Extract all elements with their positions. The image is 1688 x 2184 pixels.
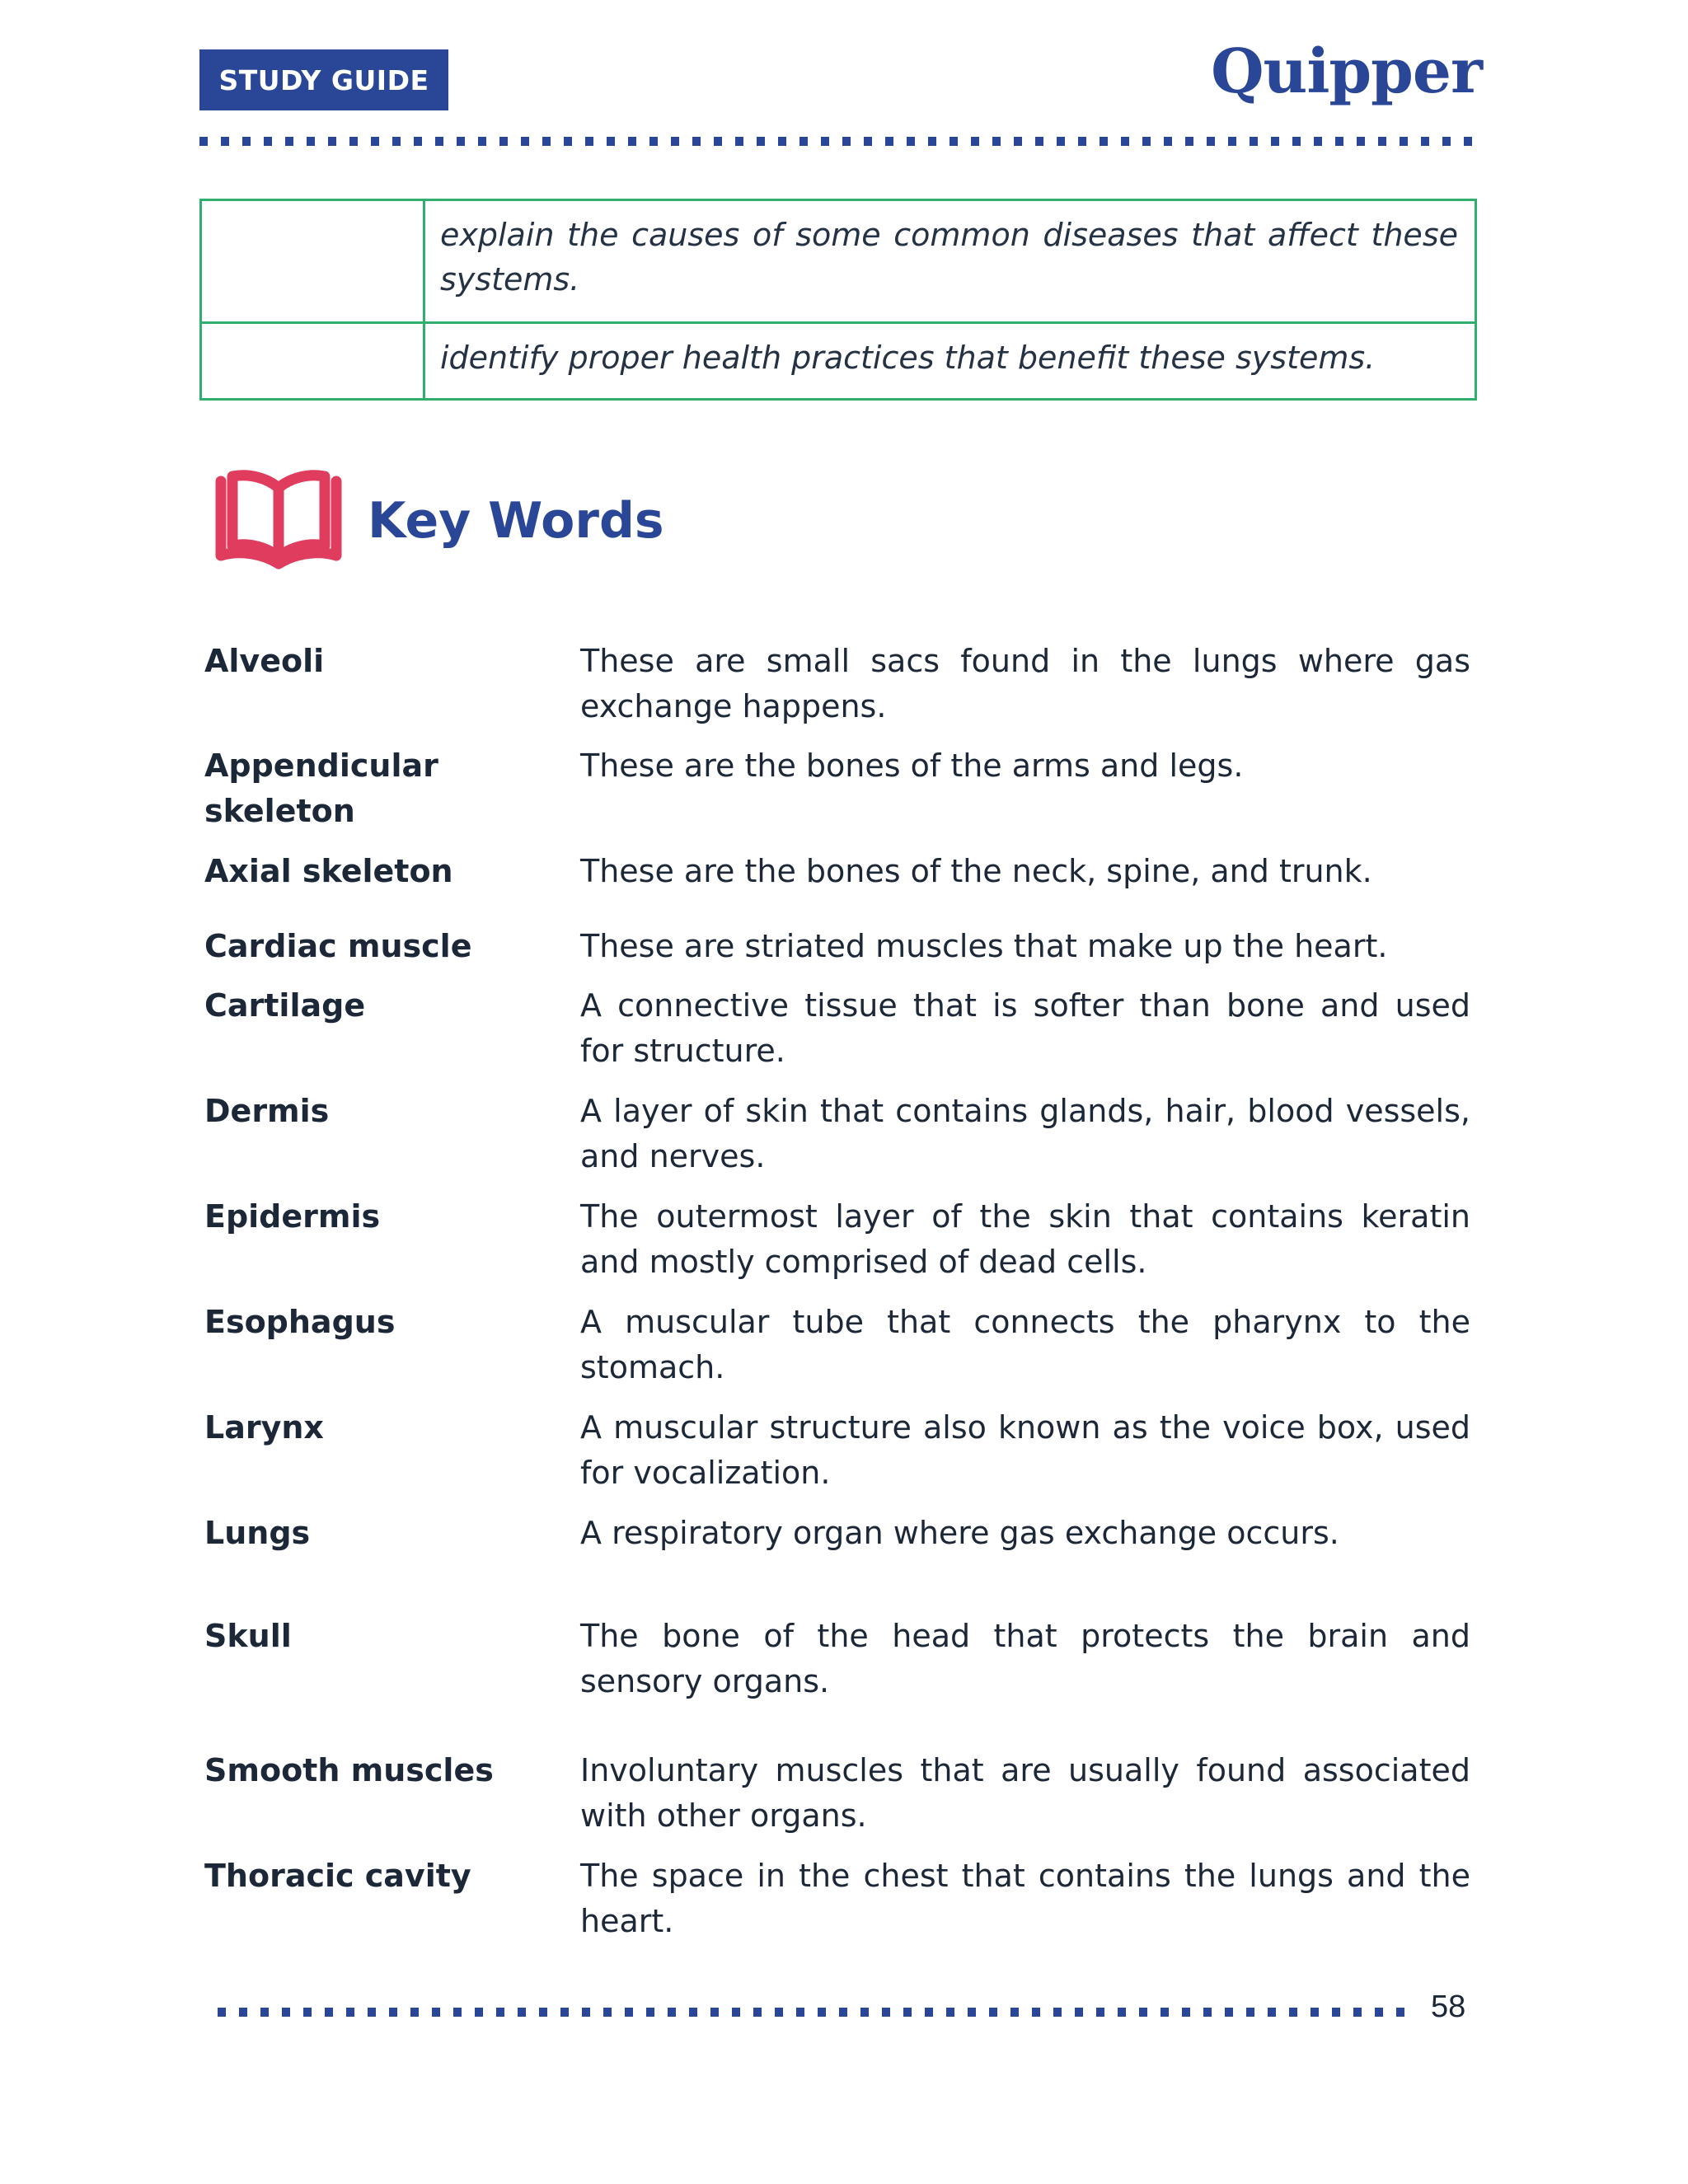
term: Lungs <box>204 1515 311 1551</box>
brand-logo: Quipper <box>1211 36 1482 107</box>
study-guide-badge: STUDY GUIDE <box>199 49 448 110</box>
definition: These are small sacs found in the lungs where gas exchange happens. <box>580 643 1470 724</box>
term: Alveoli <box>204 643 325 679</box>
key-words-title: Key Words <box>368 492 664 550</box>
term: Appendicular skeleton <box>204 748 438 829</box>
list-item <box>204 1405 1470 1496</box>
term: Axial skeleton <box>204 853 453 889</box>
definition: A respiratory organ where gas exchange occurs. <box>580 1515 1339 1551</box>
list-item <box>204 1194 1470 1285</box>
definition: The bone of the head that protects the brain and sensory organs. <box>580 1618 1470 1699</box>
list-item <box>204 849 1470 894</box>
list-item <box>204 743 1470 834</box>
term: Thoracic cavity <box>204 1858 471 1894</box>
term: Esophagus <box>204 1304 396 1340</box>
list-item <box>204 1854 1470 1944</box>
list-item <box>204 639 1470 729</box>
list-item <box>204 1614 1470 1704</box>
list-item <box>204 1748 1470 1839</box>
term: Larynx <box>204 1409 324 1446</box>
objective-text: identify proper health practices that benefit these systems. <box>440 340 1376 376</box>
list-item <box>204 1089 1470 1179</box>
list-item <box>204 983 1470 1074</box>
term: Dermis <box>204 1093 330 1129</box>
definition: Involuntary muscles that are usually found associated with other organs. <box>580 1752 1470 1834</box>
definition: The space in the chest that contains the lungs and the heart. <box>580 1858 1470 1939</box>
key-words-header <box>213 470 664 572</box>
objectives-row <box>202 201 1475 321</box>
objectives-row <box>202 321 1475 398</box>
definition: These are the bones of the neck, spine, and trunk. <box>580 853 1372 889</box>
list-item <box>204 924 1470 969</box>
definition: A connective tissue that is softer than bone and used for structure. <box>580 987 1470 1069</box>
top-dotted-divider <box>199 137 1484 146</box>
list-item <box>204 1300 1470 1390</box>
objectives-blank-cell <box>202 324 425 398</box>
list-item <box>204 1511 1470 1556</box>
objective-text: explain the causes of some common diseases that affect these systems. <box>440 217 1458 298</box>
page-number: 58 <box>1431 1990 1466 2024</box>
definition: A muscular structure also known as the voice box, used for vocalization. <box>580 1409 1470 1491</box>
definition: These are striated muscles that make up the heart. <box>580 928 1388 964</box>
term: Smooth muscles <box>204 1752 494 1788</box>
definition: The outermost layer of the skin that contains keratin and mostly comprised of dead cells. <box>580 1198 1470 1280</box>
definition: A layer of skin that contains glands, hair, blood vessels, and nerves. <box>580 1093 1470 1174</box>
term: Epidermis <box>204 1198 381 1235</box>
objectives-blank-cell <box>202 201 425 321</box>
term: Cartilage <box>204 987 366 1024</box>
term: Cardiac muscle <box>204 928 472 964</box>
objectives-table <box>199 199 1477 401</box>
term: Skull <box>204 1618 292 1654</box>
definition: A muscular tube that connects the pharynx to the stomach. <box>580 1304 1470 1385</box>
definition: These are the bones of the arms and legs. <box>580 748 1244 784</box>
open-book-icon <box>213 470 345 572</box>
bottom-dotted-divider <box>218 2008 1404 2017</box>
